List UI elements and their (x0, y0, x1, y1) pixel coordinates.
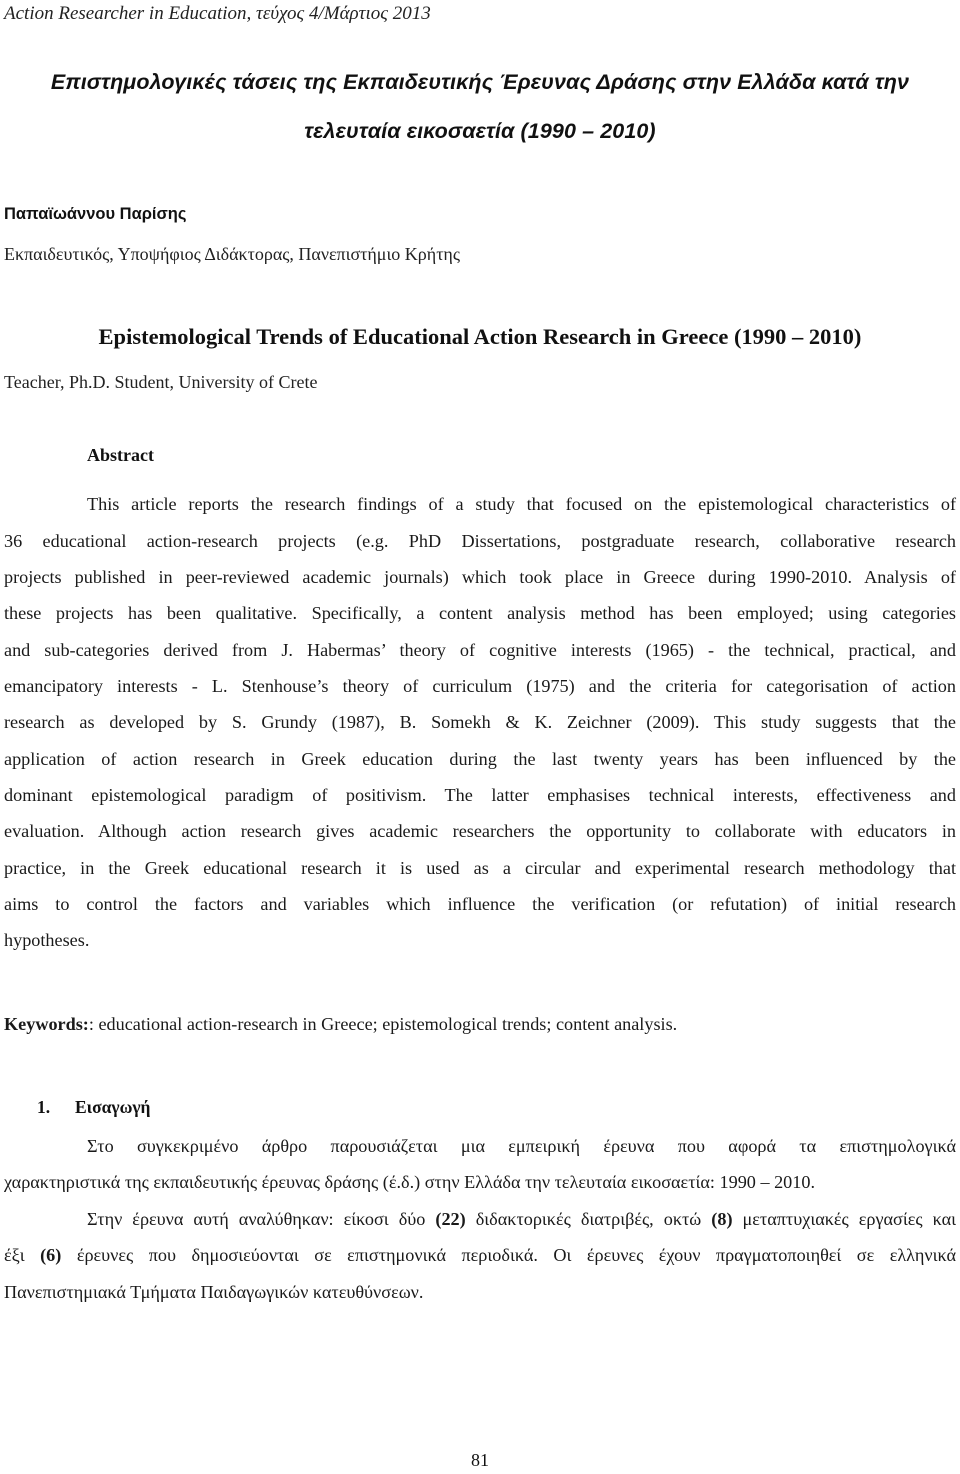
greek-title-line-2: τελευταία εικοσαετία (1990 – 2010) (304, 119, 656, 143)
text-run: Στην έρευνα αυτή αναλύθηκαν: είκοσι δύο (87, 1209, 436, 1229)
text-run: διδακτορικές διατριβές, οκτώ (465, 1209, 712, 1229)
abstract-line: research as developed by S. Grundy (1987), B. Somekh & K. Zeichner (2009). This study suggests that the (4, 712, 956, 732)
text-run: έξι (4, 1245, 41, 1265)
abstract-line: emancipatory interests - L. Stenhouse’s theory of curriculum (1975) and the criteria for categorisation of action (4, 676, 956, 696)
abstract-line: 36 educational action-research projects (e.g. PhD Dissertations, postgraduate research, collaborative research (4, 531, 956, 551)
greek-title-line-1: Επιστημολογικές τάσεις της Εκπαιδευτικής Έρευνας Δράσης στην Ελλάδα κατά την (50, 70, 910, 94)
abstract-line: aims to control the factors and variables which influence the verification (or refutation) of initial research (4, 894, 956, 914)
abstract-line: and sub-categories derived from J. Habermas’ theory of cognitive interests (1965) - the technical, practical, and (4, 640, 956, 660)
abstract-line: evaluation. Although action research gives academic researchers the opportunity to collaborate with educators in (4, 821, 956, 841)
english-affiliation: Teacher, Ph.D. Student, University of Crete (4, 372, 318, 392)
running-header: Action Researcher in Education, τεύχος 4/Μάρτιος 2013 (4, 3, 431, 24)
intro-line: Πανεπιστημιακά Τμήματα Παιδαγωγικών κατευθύνσεων. (4, 1282, 424, 1302)
section-number: 1. (37, 1097, 51, 1117)
abstract-line: dominant epistemological paradigm of positivism. The latter emphasises technical interests, effectiveness and (4, 785, 956, 805)
english-title: Epistemological Trends of Educational Action Research in Greece (1990 – 2010) (98, 324, 862, 349)
author-affiliation: Εκπαιδευτικός, Υποψήφιος Διδάκτορας, Πανεπιστήμιο Κρήτης (4, 244, 460, 264)
intro-line (87, 1207, 956, 1231)
bold-count: (22) (435, 1209, 466, 1229)
text-run: μεταπτυχιακές εργασίες και (732, 1209, 957, 1229)
abstract-line: hypotheses. (4, 930, 90, 950)
abstract-line: practice, in the Greek educational research it is used as a circular and experimental research methodology that (4, 858, 956, 878)
abstract-line: projects published in peer-reviewed academic journals) which took place in Greece during 1990-2010. Analysis of (4, 567, 956, 587)
intro-line: χαρακτηριστικά της εκπαιδευτικής έρευνας δράσης (έ.δ.) στην Ελλάδα την τελευταία εικοσαετία: 1990 – 2010. (4, 1172, 816, 1192)
keywords-label: Keywords: (4, 1014, 89, 1034)
author-name: Παπαϊωάννου Παρίσης (4, 205, 187, 223)
bold-count: (8) (711, 1209, 733, 1229)
intro-line: Στο συγκεκριμένο άρθρο παρουσιάζεται μια εμπειρική έρευνα που αφορά τα επιστημολογικά (87, 1136, 956, 1156)
page-number: 81 (471, 1450, 489, 1470)
abstract-line: application of action research in Greek education during the last twenty years has been influenced by the (4, 749, 956, 769)
keywords-text: : educational action-research in Greece; epistemological trends; content analysis. (88, 1014, 678, 1034)
section-title: Εισαγωγή (75, 1097, 151, 1117)
intro-line (4, 1243, 956, 1267)
bold-count: (6) (40, 1245, 62, 1265)
section-heading (37, 1097, 151, 1118)
abstract-line: This article reports the research findings of a study that focused on the epistemological characteristics of (87, 494, 956, 514)
abstract-heading: Abstract (87, 445, 154, 465)
keywords (4, 1012, 677, 1036)
text-run: έρευνες που δημοσιεύονται σε επιστημονικά περιοδικά. Οι έρευνες έχουν πραγματοποιηθεί σε ελληνικά (61, 1245, 956, 1265)
abstract-line: these projects has been qualitative. Specifically, a content analysis method has been employed; using categories (4, 603, 956, 623)
